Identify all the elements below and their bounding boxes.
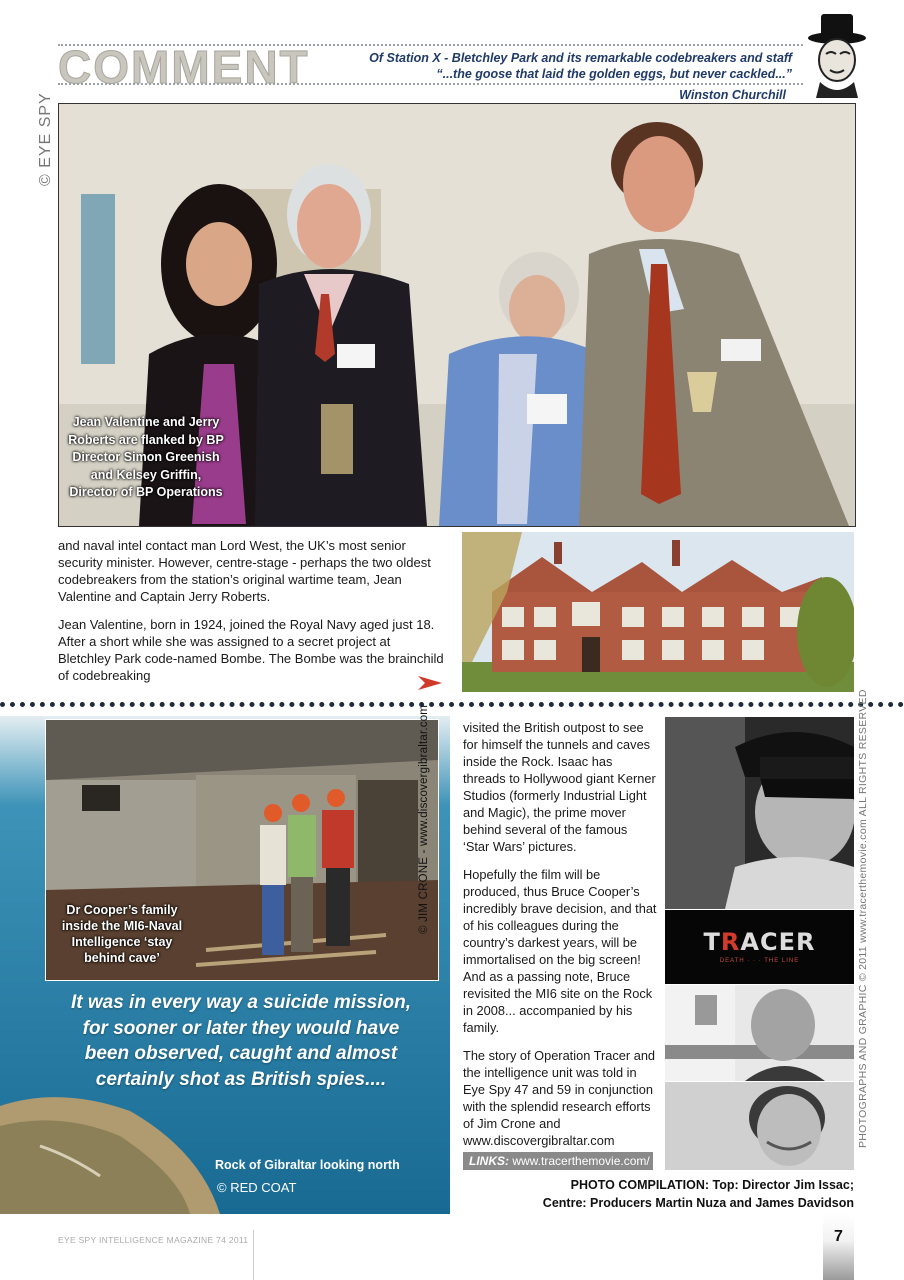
bletchley-mansion-photo [462,532,854,692]
page-number: 7 [834,1228,843,1245]
section-divider [0,702,904,707]
article-bottom-para2: Hopefully the film will be produced, thus Bruce Cooper’s incredibly brave decision, and that of his colleagues during the country’s darkest years, will be immortalised on the big screen! And as a passing note, Bruce revisited the MI6 site on the Rock in 2008... accompanied by his family. [463,867,657,1035]
churchill-portrait-icon [806,10,868,98]
quote-author: Winston Churchill [679,88,786,102]
links-bar [463,1152,653,1170]
section-title: COMMENT [58,41,310,93]
tracer-logo-letter-t: T [703,928,721,956]
header-bottom-dotted-rule [58,83,803,85]
article-bottom-text [463,719,657,1160]
churchill-quote-line2: “...the goose that laid the golden eggs, but never cackled...” [436,67,792,81]
tracer-logo-title [665,928,854,956]
article-top-text [58,537,446,695]
rights-credit: PHOTOGRAPHS AND GRAPHIC © 2011 www.tracerthemovie.com ALL RIGHTS RESERVED [857,689,869,1148]
tracer-logo-subtitle: DEATH · · · THE LINE [719,958,800,964]
photo-compilation-line1: PHOTO COMPILATION: Top: Director Jim Issac; [570,1178,854,1192]
pull-quote: It was in every way a suicide mission, for sooner or later they would have been observed, caught and almost certainly shot as British spies.... [70,992,412,1090]
gibraltar-caption: Rock of Gibraltar looking north [215,1158,400,1172]
footer-magazine-label: EYE SPY INTELLIGENCE MAGAZINE 74 2011 [58,1235,249,1245]
photo-compilation-caption [470,1177,854,1212]
cave-family-photo [45,719,439,981]
links-url[interactable]: www.tracerthemovie.com/ [512,1154,650,1168]
links-label: LINKS: [469,1154,509,1168]
article-top-para1: and naval intel contact man Lord West, the UK’s most senior security minister. However, centre-stage - perhaps the two oldest codebreakers from the station’s original wartime team, Jean Valentine and Captain Jerry Roberts. [58,538,431,604]
cave-photo-caption: Dr Cooper’s family inside the MI6-Naval Intelligence ‘stay behind cave’ [61,903,183,965]
director-jim-issac-photo [665,717,854,909]
top-photo-caption: Jean Valentine and Jerry Roberts are flanked by BP Director Simon Greenish and Kelsey Griffin, Director of BP Operations [68,415,224,499]
article-bottom-para3: The story of Operation Tracer and the intelligence unit was told in Eye Spy 47 and 59 in conjunction with the splendid research efforts of Jim Crone and www.discovergibraltar.com [463,1048,656,1148]
page-number-tab [823,1214,854,1280]
gibraltar-credit: © RED COAT [217,1180,297,1195]
footer-divider [253,1230,254,1280]
churchill-quote-line1: Of Station X - Bletchley Park and its remarkable codebreakers and staff [369,51,792,65]
producer-martin-nuza-photo [665,985,854,1081]
jim-crone-credit: © JIM CRONE - www.discovergibraltar.com [418,704,430,934]
article-top-para2: Jean Valentine, born in 1924, joined the Royal Navy aged just 18. After a short while she was assigned to a secret project at Bletchley Park code-named Bombe. The Bombe was the brainchild of codebreaking [58,617,444,683]
eye-spy-credit: © EYE SPY [37,92,54,186]
tracer-logo [665,910,854,984]
codebreakers-group-photo [58,103,856,527]
photo-compilation-line2: Centre: Producers Martin Nuza and James Davidson [542,1195,854,1210]
continue-arrow-icon [418,676,442,690]
article-bottom-para1: visited the British outpost to see for himself the tunnels and caves inside the Rock. Isaac has threads to Hollywood giant Kerner Studios (formerly Industrial Light and Magic), the prime mover behind several of the famous ‘Star Wars’ pictures. [463,720,656,854]
tracer-logo-letter-r: R [720,928,741,956]
producer-james-davidson-photo [665,1082,854,1170]
tracer-logo-letters-rest: ACER [740,928,816,956]
